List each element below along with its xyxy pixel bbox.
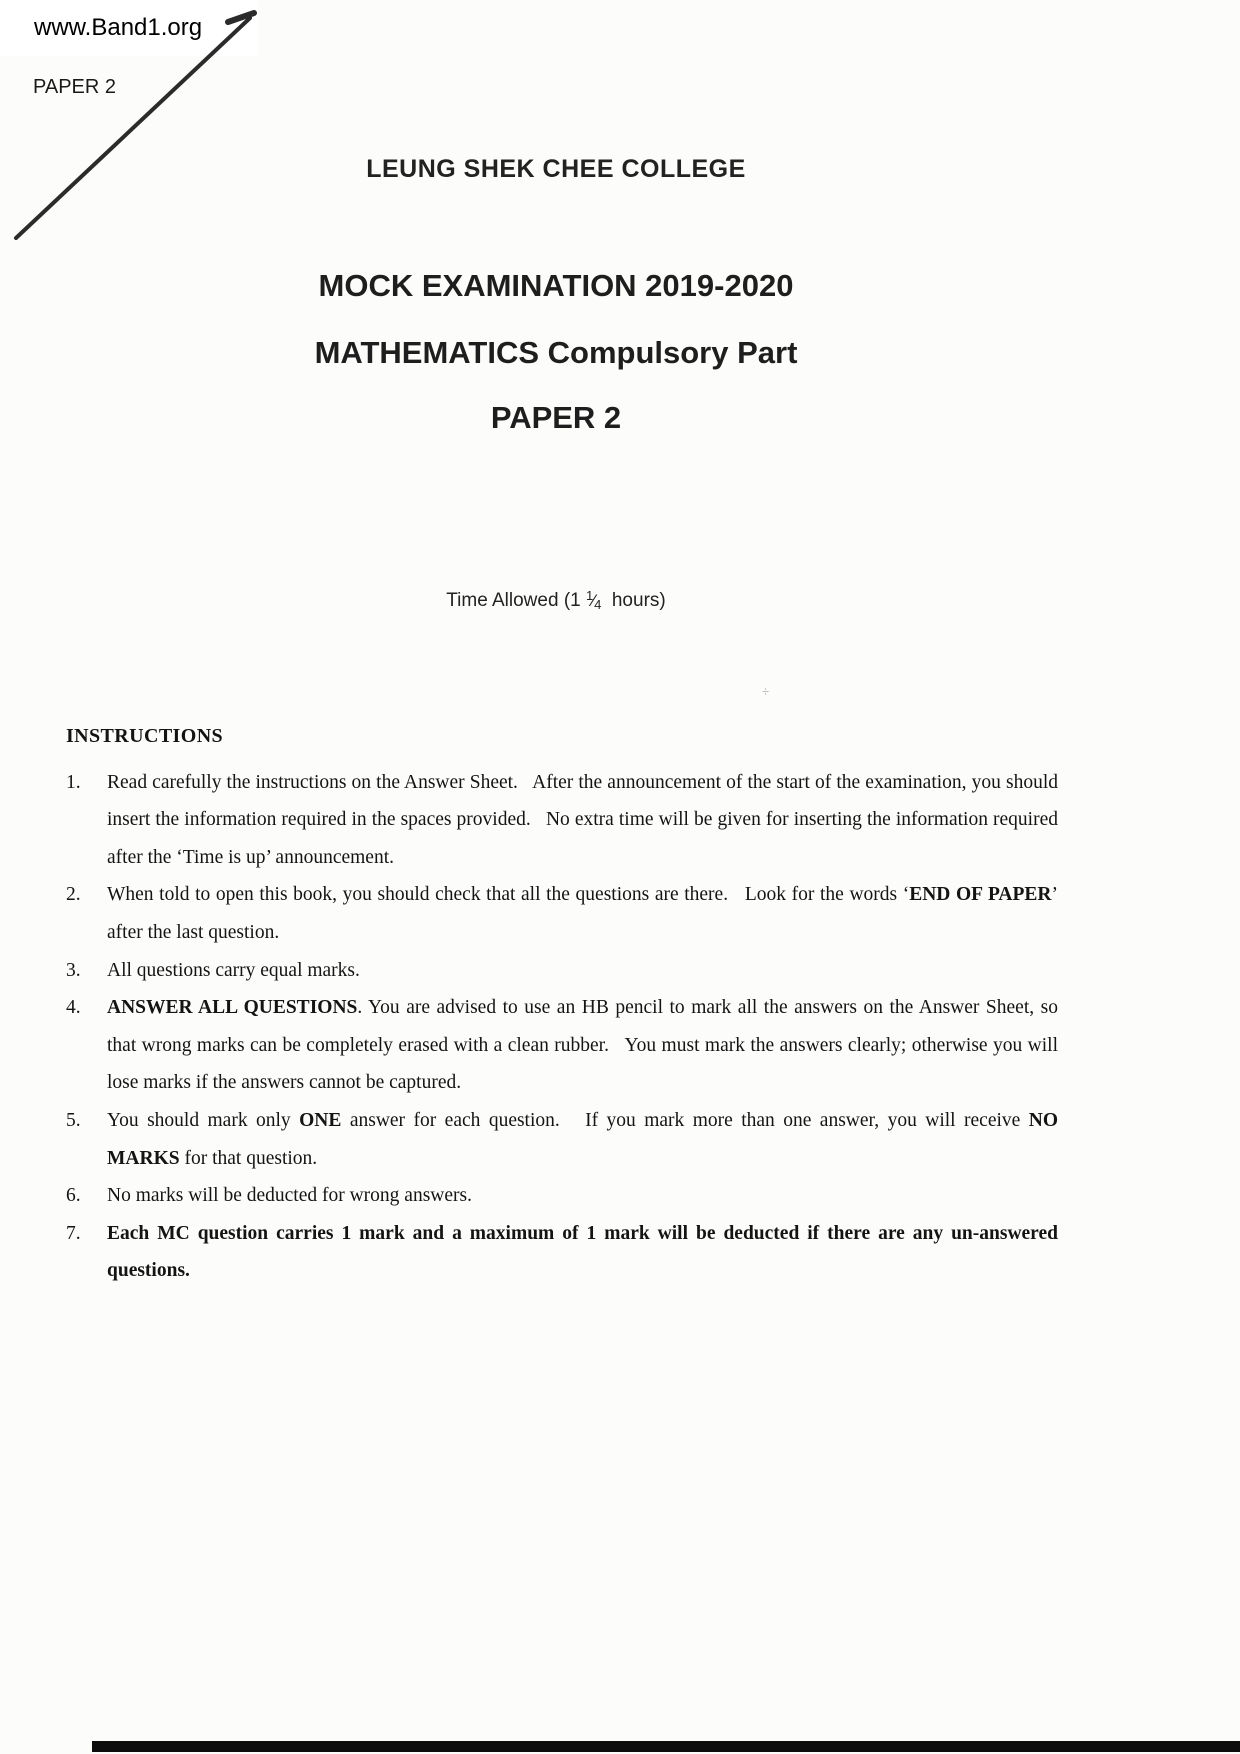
list-item: [66, 952, 1058, 990]
instructions-heading: INSTRUCTIONS: [66, 725, 224, 747]
fraction-one-quarter: 1⁄4: [586, 588, 602, 612]
subject-title: MATHEMATICS Compulsory Part: [314, 335, 798, 370]
item-number: 5.: [66, 1109, 81, 1131]
item-number: 6.: [66, 1185, 81, 1207]
instructions-list: [66, 764, 1063, 1290]
list-item: [66, 876, 1063, 951]
paper-title: PAPER 2: [490, 400, 622, 435]
item-text: ANSWER ALL QUESTIONS. You are advised to use an HB pencil to mark all the answers on the Answer Sheet, so that wrong marks can be completely erased with a clean rubber. You must mark the answers clearly; otherwise you will lose marks if the answers cannot be captured.: [107, 997, 1063, 1094]
time-allowed-prefix: Time Allowed (1: [446, 590, 586, 611]
item-text: You should mark only ONE answer for each question. If you mark more than one answer, you will receive NO MARKS for that question.: [107, 1109, 1063, 1169]
time-allowed-suffix: hours): [601, 590, 666, 611]
exam-title: MOCK EXAMINATION 2019-2020: [318, 268, 794, 303]
item-number: 3.: [66, 959, 81, 981]
item-text: When told to open this book, you should check that all the questions are there. Look for the words ‘END OF PAPER’ after the last question.: [107, 884, 1063, 943]
item-text: Each MC question carries 1 mark and a maximum of 1 mark will be deducted if there are any un-answered questions.: [107, 1222, 1063, 1282]
item-text: No marks will be deducted for wrong answers.: [107, 1185, 472, 1207]
list-item: [66, 989, 1063, 1102]
item-number: 4.: [66, 997, 81, 1019]
list-item: [66, 1102, 1063, 1177]
item-number: 2.: [66, 884, 81, 906]
item-text: Read carefully the instructions on the Answer Sheet. After the announcement of the start of the examination, you should insert the information required in the spaces provided. No extra time will be given for inserting the information required after the ‘Time is up’ announcement.: [107, 771, 1063, 868]
list-item: [66, 764, 1063, 877]
pen-slash-mark: [0, 0, 270, 250]
corner-paper-label: PAPER 2: [33, 76, 116, 98]
college-name: LEUNG SHEK CHEE COLLEGE: [366, 155, 746, 183]
item-text: All questions carry equal marks.: [107, 959, 360, 981]
time-allowed-line: [0, 590, 1112, 612]
list-item: [66, 1177, 1058, 1215]
scan-artifact: ÷: [762, 684, 770, 699]
item-number: 7.: [66, 1222, 81, 1244]
watermark-text: www.Band1.org: [34, 14, 203, 41]
scan-edge-bar: [92, 1741, 1240, 1752]
instructions-section: [66, 718, 1063, 1290]
item-number: 1.: [66, 771, 81, 793]
list-item: [66, 1215, 1063, 1290]
